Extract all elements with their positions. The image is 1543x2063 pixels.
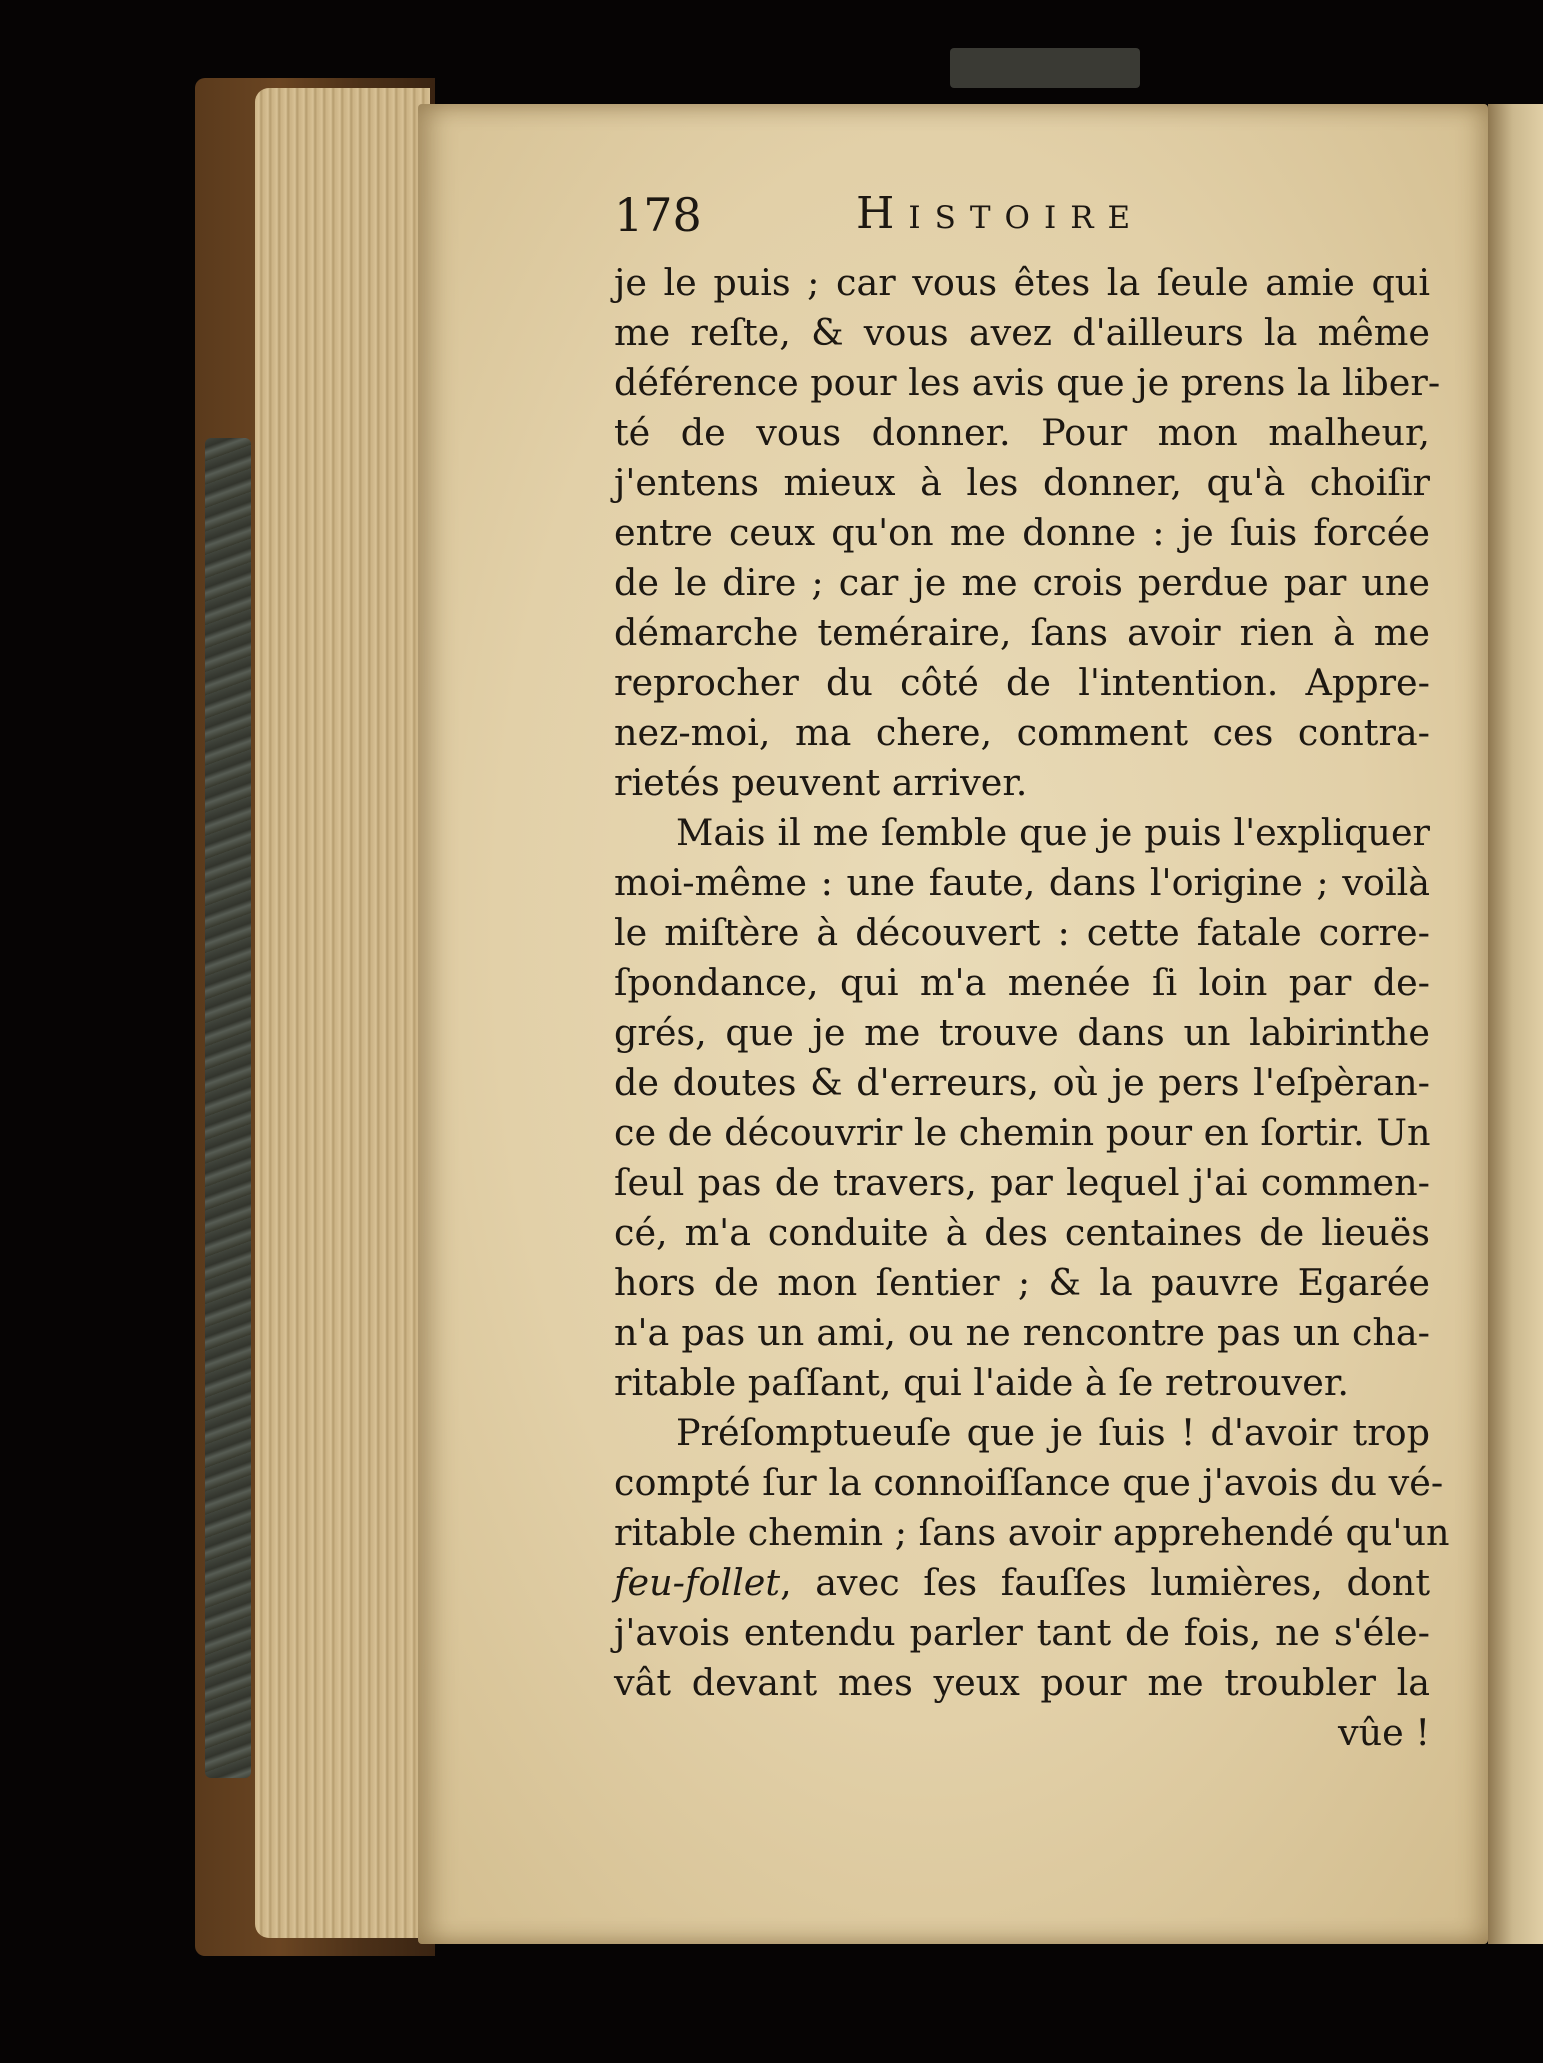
catchword: vûe !: [1338, 1711, 1430, 1754]
text-line: hors de mon ſentier ; & la pauvre Egarée: [614, 1261, 1430, 1304]
text-line: n'a pas un ami, ou ne rencontre pas un cha-: [614, 1311, 1430, 1354]
text-line: compté ſur la connoiſſance que j'avois du vé-: [614, 1461, 1444, 1504]
text-line: rietés peuvent arriver.: [614, 761, 1028, 804]
text-line: ce de découvrir le chemin pour en ſortir. Un: [614, 1111, 1431, 1154]
text-line: entre ceux qu'on me donne : je ſuis forcée: [614, 511, 1430, 554]
text-line: démarche teméraire, ſans avoir rien à me: [614, 611, 1430, 654]
text-line: ritable paſſant, qui l'aide à ſe retrouver.: [614, 1361, 1349, 1404]
text-line: grés, que je me trouve dans un labirinthe: [614, 1011, 1430, 1054]
italic-phrase: feu-follet: [614, 1561, 781, 1604]
page-number: 178: [614, 188, 702, 242]
running-head-title: Histoire: [856, 188, 1145, 239]
text-line: j'avois entendu parler tant de fois, ne s'éle-: [614, 1611, 1430, 1654]
marbled-cover-edge: [205, 438, 251, 1778]
text-line-with-italic: [614, 1558, 1430, 1608]
spine-headband: [950, 48, 1140, 88]
text-line: Préſomptueuſe que je ſuis ! d'avoir trop: [676, 1411, 1430, 1454]
text-line: cé, m'a conduite à des centaines de lieuës: [614, 1211, 1430, 1254]
text-line: moi-même : une faute, dans l'origine ; voilà: [614, 861, 1430, 904]
facing-page-gutter: [1488, 104, 1543, 1944]
text-line: de le dire ; car je me crois perdue par une: [614, 561, 1430, 604]
text-line: le miſtère à découvert : cette fatale corre-: [614, 911, 1430, 954]
text-line-rest: , avec ſes fauſſes lumières, dont: [780, 1561, 1430, 1604]
text-line: vât devant mes yeux pour me troubler la: [614, 1661, 1430, 1704]
text-line: té de vous donner. Pour mon malheur,: [614, 411, 1430, 454]
text-line: déférence pour les avis que je prens la liber-: [614, 361, 1441, 404]
text-line: ritable chemin ; ſans avoir apprehendé qu'un: [614, 1511, 1450, 1554]
text-line: reprocher du côté de l'intention. Appre-: [614, 661, 1430, 704]
page-text: [614, 188, 1450, 1758]
text-line: j'entens mieux à les donner, qu'à choiſir: [614, 461, 1430, 504]
text-line: ſpondance, qui m'a menée ſi loin par de-: [614, 961, 1430, 1004]
text-line: je le puis ; car vous êtes la ſeule amie qui: [614, 261, 1430, 304]
stacked-page-edges: [255, 88, 430, 1938]
text-line: Mais il me ſemble que je puis l'expliquer: [676, 811, 1430, 854]
text-line: ſeul pas de travers, par lequel j'ai commen-: [614, 1161, 1430, 1204]
text-line: de doutes & d'erreurs, où je pers l'eſpèran-: [614, 1061, 1430, 1104]
text-line: me reſte, & vous avez d'ailleurs la même: [614, 311, 1430, 354]
text-line: nez-moi, ma chere, comment ces contra-: [614, 711, 1430, 754]
running-head: [614, 188, 1430, 258]
